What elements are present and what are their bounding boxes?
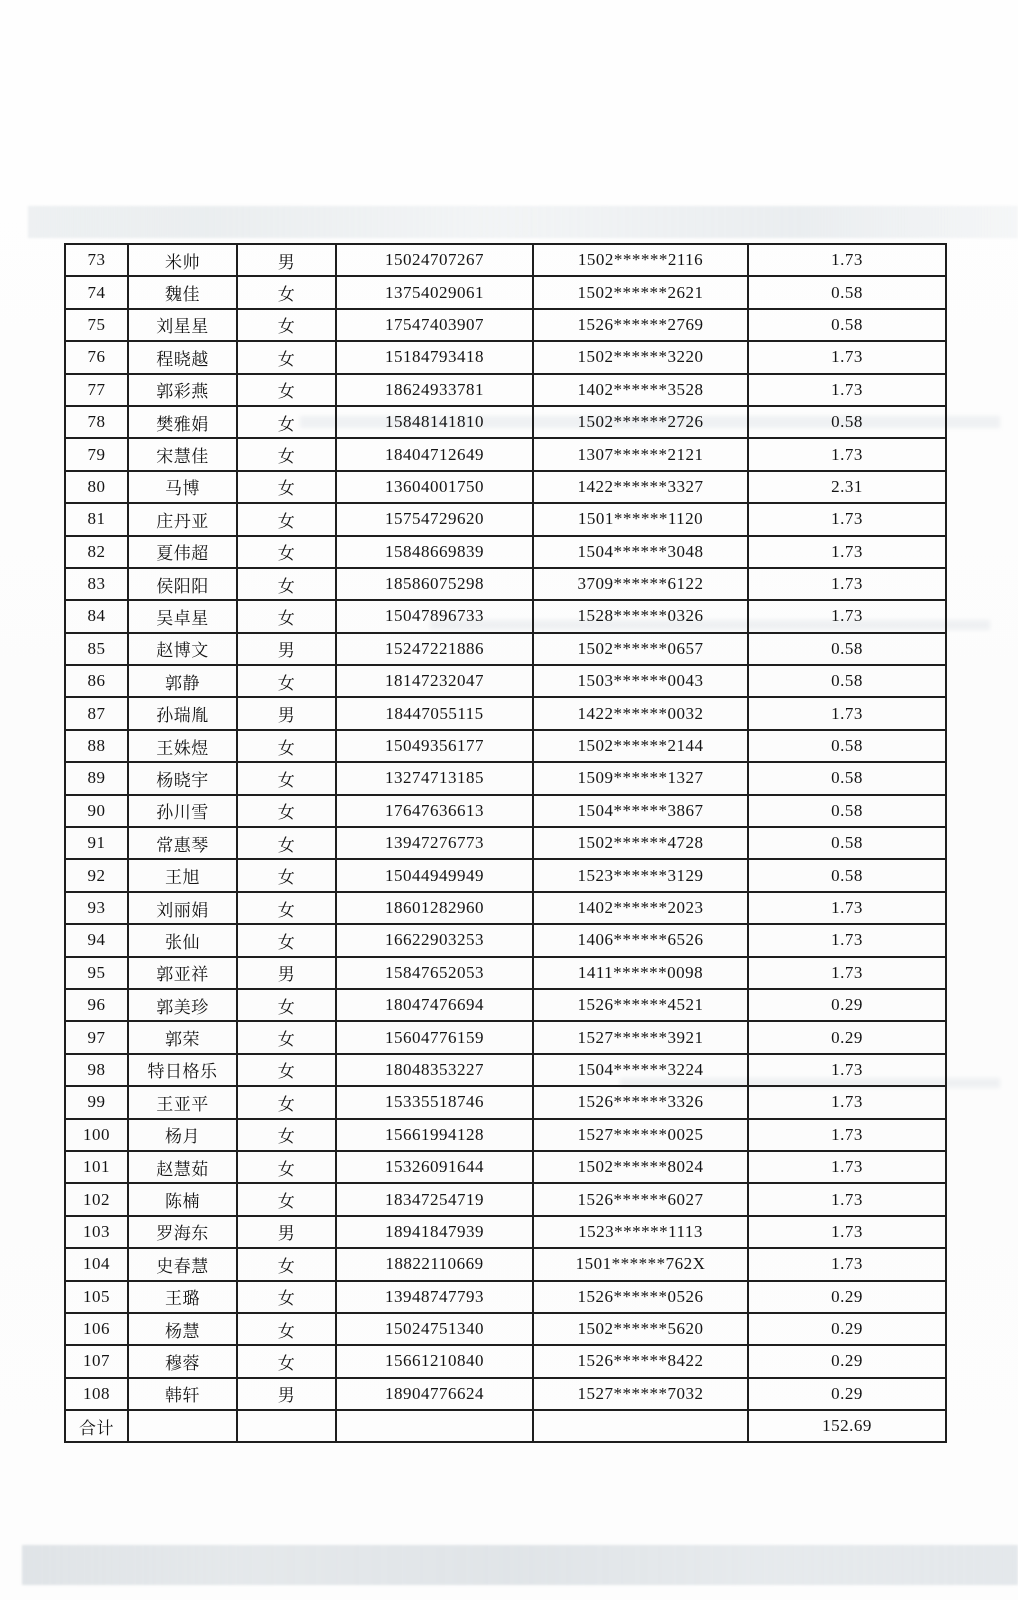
cell-no: 76 — [65, 341, 128, 373]
cell-name: 刘星星 — [128, 309, 237, 341]
cell-amount: 0.58 — [748, 276, 946, 308]
cell-id: 1501******1120 — [533, 503, 748, 535]
table-row — [65, 1086, 946, 1118]
cell-gender: 女 — [237, 600, 336, 632]
cell-gender: 女 — [237, 1054, 336, 1086]
cell-no: 75 — [65, 309, 128, 341]
cell-no: 91 — [65, 827, 128, 859]
cell-name: 史春慧 — [128, 1248, 237, 1280]
cell-phone: 15049356177 — [336, 730, 533, 762]
cell-amount: 0.58 — [748, 665, 946, 697]
cell-name: 马博 — [128, 471, 237, 503]
cell-name: 郭亚祥 — [128, 957, 237, 989]
cell-gender: 女 — [237, 374, 336, 406]
cell-phone: 18048353227 — [336, 1054, 533, 1086]
cell-name: 郭彩燕 — [128, 374, 237, 406]
cell-phone: 15754729620 — [336, 503, 533, 535]
cell-id: 1527******7032 — [533, 1378, 748, 1410]
cell-gender: 女 — [237, 1345, 336, 1377]
table-row — [65, 730, 946, 762]
table-row — [65, 892, 946, 924]
total-row — [65, 1410, 946, 1442]
cell-id: 1411******0098 — [533, 957, 748, 989]
cell-no: 79 — [65, 438, 128, 470]
cell-id: 1523******1113 — [533, 1216, 748, 1248]
table-row — [65, 989, 946, 1021]
table-row — [65, 1119, 946, 1151]
cell-gender: 女 — [237, 503, 336, 535]
cell-id: 1526******3326 — [533, 1086, 748, 1118]
cell-amount: 0.58 — [748, 309, 946, 341]
cell-gender: 女 — [237, 762, 336, 794]
table-row — [65, 244, 946, 276]
cell-gender: 女 — [237, 1119, 336, 1151]
cell-phone: 13604001750 — [336, 471, 533, 503]
cell-no: 108 — [65, 1378, 128, 1410]
cell-no: 77 — [65, 374, 128, 406]
table-row — [65, 957, 946, 989]
table-body — [65, 244, 946, 1410]
cell-gender: 男 — [237, 1378, 336, 1410]
cell-name: 陈楠 — [128, 1183, 237, 1215]
cell-amount: 0.58 — [748, 406, 946, 438]
cell-amount: 0.58 — [748, 827, 946, 859]
cell-no: 102 — [65, 1183, 128, 1215]
cell-no: 103 — [65, 1216, 128, 1248]
cell-name: 樊雅娟 — [128, 406, 237, 438]
cell-amount: 1.73 — [748, 438, 946, 470]
cell-gender: 男 — [237, 633, 336, 665]
cell-no: 88 — [65, 730, 128, 762]
cell-id: 1504******3224 — [533, 1054, 748, 1086]
cell-gender: 男 — [237, 697, 336, 729]
cell-gender: 女 — [237, 1021, 336, 1053]
cell-gender: 女 — [237, 1151, 336, 1183]
cell-name: 穆蓉 — [128, 1345, 237, 1377]
cell-name: 郭美珍 — [128, 989, 237, 1021]
cell-id: 1528******0326 — [533, 600, 748, 632]
cell-id: 1503******0043 — [533, 665, 748, 697]
cell-id: 1502******2144 — [533, 730, 748, 762]
cell-gender: 女 — [237, 989, 336, 1021]
cell-id: 1422******0032 — [533, 697, 748, 729]
cell-gender: 女 — [237, 1248, 336, 1280]
cell-gender: 男 — [237, 957, 336, 989]
roster-table — [64, 243, 947, 1443]
table-row — [65, 1378, 946, 1410]
cell-name: 王姝煜 — [128, 730, 237, 762]
cell-phone: 18624933781 — [336, 374, 533, 406]
table-row — [65, 1183, 946, 1215]
cell-gender: 女 — [237, 1183, 336, 1215]
cell-phone: 13948747793 — [336, 1281, 533, 1313]
table-row — [65, 1216, 946, 1248]
cell-no: 101 — [65, 1151, 128, 1183]
table-row — [65, 568, 946, 600]
table-row — [65, 374, 946, 406]
cell-phone: 18047476694 — [336, 989, 533, 1021]
cell-name: 刘丽娟 — [128, 892, 237, 924]
cell-phone: 15335518746 — [336, 1086, 533, 1118]
cell-phone: 13754029061 — [336, 276, 533, 308]
cell-gender: 女 — [237, 341, 336, 373]
cell-phone: 18447055115 — [336, 697, 533, 729]
cell-phone: 18586075298 — [336, 568, 533, 600]
cell-phone: 15044949949 — [336, 859, 533, 891]
cell-amount: 0.29 — [748, 1378, 946, 1410]
cell-id: 1504******3048 — [533, 536, 748, 568]
cell-name: 侯阳阳 — [128, 568, 237, 600]
cell-name: 罗海东 — [128, 1216, 237, 1248]
table-row — [65, 665, 946, 697]
cell-amount: 0.29 — [748, 1021, 946, 1053]
cell-no: 99 — [65, 1086, 128, 1118]
cell-phone: 15848141810 — [336, 406, 533, 438]
cell-name: 夏伟超 — [128, 536, 237, 568]
cell-amount: 0.58 — [748, 795, 946, 827]
cell-id: 1502******2726 — [533, 406, 748, 438]
table-row — [65, 341, 946, 373]
cell-gender: 女 — [237, 1313, 336, 1345]
cell-no: 78 — [65, 406, 128, 438]
cell-amount: 1.73 — [748, 1248, 946, 1280]
scan-artifact-band-top — [28, 206, 1018, 238]
cell-amount: 0.58 — [748, 730, 946, 762]
cell-no: 93 — [65, 892, 128, 924]
table-row — [65, 827, 946, 859]
cell-amount: 1.73 — [748, 924, 946, 956]
cell-phone: 15604776159 — [336, 1021, 533, 1053]
cell-phone: 16622903253 — [336, 924, 533, 956]
cell-name: 王旭 — [128, 859, 237, 891]
total-empty-cell — [533, 1410, 748, 1442]
cell-gender: 女 — [237, 1086, 336, 1118]
cell-amount: 0.58 — [748, 762, 946, 794]
cell-name: 孙川雪 — [128, 795, 237, 827]
cell-gender: 女 — [237, 276, 336, 308]
cell-name: 郭静 — [128, 665, 237, 697]
table-row — [65, 1248, 946, 1280]
cell-phone: 15661210840 — [336, 1345, 533, 1377]
table-row — [65, 1345, 946, 1377]
table-row — [65, 1054, 946, 1086]
cell-amount: 0.29 — [748, 1345, 946, 1377]
cell-no: 73 — [65, 244, 128, 276]
cell-no: 83 — [65, 568, 128, 600]
cell-amount: 1.73 — [748, 957, 946, 989]
cell-no: 106 — [65, 1313, 128, 1345]
table-row — [65, 1021, 946, 1053]
cell-gender: 女 — [237, 924, 336, 956]
cell-name: 王亚平 — [128, 1086, 237, 1118]
cell-name: 特日格乐 — [128, 1054, 237, 1086]
total-empty-cell — [336, 1410, 533, 1442]
cell-id: 1307******2121 — [533, 438, 748, 470]
cell-id: 1502******3220 — [533, 341, 748, 373]
cell-id: 1422******3327 — [533, 471, 748, 503]
cell-phone: 13274713185 — [336, 762, 533, 794]
cell-phone: 15024707267 — [336, 244, 533, 276]
cell-id: 1526******8422 — [533, 1345, 748, 1377]
cell-amount: 0.29 — [748, 1281, 946, 1313]
cell-phone: 18404712649 — [336, 438, 533, 470]
total-label-cell: 合计 — [65, 1410, 128, 1442]
total-empty-cell — [128, 1410, 237, 1442]
cell-name: 王璐 — [128, 1281, 237, 1313]
cell-gender: 女 — [237, 471, 336, 503]
cell-id: 1402******3528 — [533, 374, 748, 406]
cell-no: 107 — [65, 1345, 128, 1377]
scan-artifact-band-bottom — [22, 1545, 1018, 1585]
table-row — [65, 697, 946, 729]
cell-id: 1502******2621 — [533, 276, 748, 308]
table-row — [65, 1281, 946, 1313]
cell-no: 82 — [65, 536, 128, 568]
cell-phone: 17547403907 — [336, 309, 533, 341]
cell-amount: 1.73 — [748, 1216, 946, 1248]
cell-no: 86 — [65, 665, 128, 697]
table-row — [65, 1313, 946, 1345]
cell-id: 1402******2023 — [533, 892, 748, 924]
cell-phone: 18601282960 — [336, 892, 533, 924]
cell-phone: 15184793418 — [336, 341, 533, 373]
table-row — [65, 503, 946, 535]
cell-phone: 18347254719 — [336, 1183, 533, 1215]
cell-name: 程晓越 — [128, 341, 237, 373]
cell-name: 米帅 — [128, 244, 237, 276]
cell-no: 89 — [65, 762, 128, 794]
cell-gender: 女 — [237, 730, 336, 762]
cell-name: 杨晓宇 — [128, 762, 237, 794]
cell-gender: 女 — [237, 859, 336, 891]
cell-amount: 1.73 — [748, 1151, 946, 1183]
cell-no: 104 — [65, 1248, 128, 1280]
cell-id: 1502******4728 — [533, 827, 748, 859]
cell-amount: 1.73 — [748, 1119, 946, 1151]
cell-id: 1504******3867 — [533, 795, 748, 827]
cell-amount: 0.58 — [748, 859, 946, 891]
cell-amount: 1.73 — [748, 244, 946, 276]
cell-id: 1526******0526 — [533, 1281, 748, 1313]
table-row — [65, 536, 946, 568]
cell-id: 1406******6526 — [533, 924, 748, 956]
cell-gender: 女 — [237, 827, 336, 859]
cell-name: 庄丹亚 — [128, 503, 237, 535]
cell-id: 1502******5620 — [533, 1313, 748, 1345]
cell-gender: 女 — [237, 892, 336, 924]
cell-no: 95 — [65, 957, 128, 989]
cell-phone: 15047896733 — [336, 600, 533, 632]
cell-phone: 18822110669 — [336, 1248, 533, 1280]
cell-no: 94 — [65, 924, 128, 956]
cell-phone: 15326091644 — [336, 1151, 533, 1183]
cell-phone: 18941847939 — [336, 1216, 533, 1248]
cell-phone: 15848669839 — [336, 536, 533, 568]
table-row — [65, 471, 946, 503]
cell-id: 1526******2769 — [533, 309, 748, 341]
cell-id: 1526******4521 — [533, 989, 748, 1021]
cell-name: 韩轩 — [128, 1378, 237, 1410]
total-empty-cell — [237, 1410, 336, 1442]
cell-no: 90 — [65, 795, 128, 827]
cell-name: 赵慧茹 — [128, 1151, 237, 1183]
cell-no: 105 — [65, 1281, 128, 1313]
cell-id: 1509******1327 — [533, 762, 748, 794]
cell-no: 74 — [65, 276, 128, 308]
cell-gender: 女 — [237, 665, 336, 697]
cell-id: 1502******8024 — [533, 1151, 748, 1183]
cell-id: 3709******6122 — [533, 568, 748, 600]
cell-id: 1527******0025 — [533, 1119, 748, 1151]
cell-amount: 1.73 — [748, 697, 946, 729]
cell-no: 80 — [65, 471, 128, 503]
cell-no: 87 — [65, 697, 128, 729]
table-row — [65, 276, 946, 308]
cell-phone: 15847652053 — [336, 957, 533, 989]
table-row — [65, 438, 946, 470]
cell-gender: 女 — [237, 1281, 336, 1313]
cell-no: 92 — [65, 859, 128, 891]
cell-amount: 1.73 — [748, 1054, 946, 1086]
cell-id: 1526******6027 — [533, 1183, 748, 1215]
cell-name: 赵博文 — [128, 633, 237, 665]
table-row — [65, 633, 946, 665]
table-row — [65, 762, 946, 794]
cell-id: 1502******0657 — [533, 633, 748, 665]
cell-amount: 0.29 — [748, 989, 946, 1021]
cell-amount: 1.73 — [748, 503, 946, 535]
table-row — [65, 406, 946, 438]
cell-phone: 15024751340 — [336, 1313, 533, 1345]
cell-gender: 女 — [237, 795, 336, 827]
cell-name: 杨月 — [128, 1119, 237, 1151]
cell-no: 96 — [65, 989, 128, 1021]
cell-amount: 0.58 — [748, 633, 946, 665]
cell-amount: 1.73 — [748, 892, 946, 924]
cell-gender: 女 — [237, 536, 336, 568]
cell-gender: 女 — [237, 438, 336, 470]
cell-phone: 15247221886 — [336, 633, 533, 665]
cell-no: 84 — [65, 600, 128, 632]
cell-name: 杨慧 — [128, 1313, 237, 1345]
table-row — [65, 309, 946, 341]
total-amount-cell: 152.69 — [748, 1410, 946, 1442]
cell-amount: 1.73 — [748, 568, 946, 600]
cell-no: 100 — [65, 1119, 128, 1151]
cell-name: 郭荣 — [128, 1021, 237, 1053]
cell-id: 1501******762X — [533, 1248, 748, 1280]
cell-name: 孙瑞胤 — [128, 697, 237, 729]
cell-amount: 1.73 — [748, 374, 946, 406]
cell-gender: 女 — [237, 406, 336, 438]
cell-amount: 1.73 — [748, 1086, 946, 1118]
cell-name: 张仙 — [128, 924, 237, 956]
table-row — [65, 859, 946, 891]
cell-amount: 2.31 — [748, 471, 946, 503]
cell-phone: 18904776624 — [336, 1378, 533, 1410]
cell-no: 98 — [65, 1054, 128, 1086]
cell-amount: 1.73 — [748, 1183, 946, 1215]
cell-amount: 1.73 — [748, 341, 946, 373]
cell-phone: 15661994128 — [336, 1119, 533, 1151]
cell-phone: 17647636613 — [336, 795, 533, 827]
table-row — [65, 1151, 946, 1183]
cell-no: 85 — [65, 633, 128, 665]
cell-name: 魏佳 — [128, 276, 237, 308]
table-row — [65, 924, 946, 956]
cell-amount: 1.73 — [748, 536, 946, 568]
cell-id: 1502******2116 — [533, 244, 748, 276]
cell-no: 81 — [65, 503, 128, 535]
cell-gender: 女 — [237, 568, 336, 600]
cell-phone: 18147232047 — [336, 665, 533, 697]
cell-gender: 男 — [237, 244, 336, 276]
cell-name: 常惠琴 — [128, 827, 237, 859]
cell-phone: 13947276773 — [336, 827, 533, 859]
cell-amount: 0.29 — [748, 1313, 946, 1345]
cell-name: 吴卓星 — [128, 600, 237, 632]
cell-name: 宋慧佳 — [128, 438, 237, 470]
cell-amount: 1.73 — [748, 600, 946, 632]
table-row — [65, 795, 946, 827]
cell-gender: 女 — [237, 309, 336, 341]
cell-id: 1527******3921 — [533, 1021, 748, 1053]
table-row — [65, 600, 946, 632]
cell-gender: 男 — [237, 1216, 336, 1248]
cell-id: 1523******3129 — [533, 859, 748, 891]
cell-no: 97 — [65, 1021, 128, 1053]
